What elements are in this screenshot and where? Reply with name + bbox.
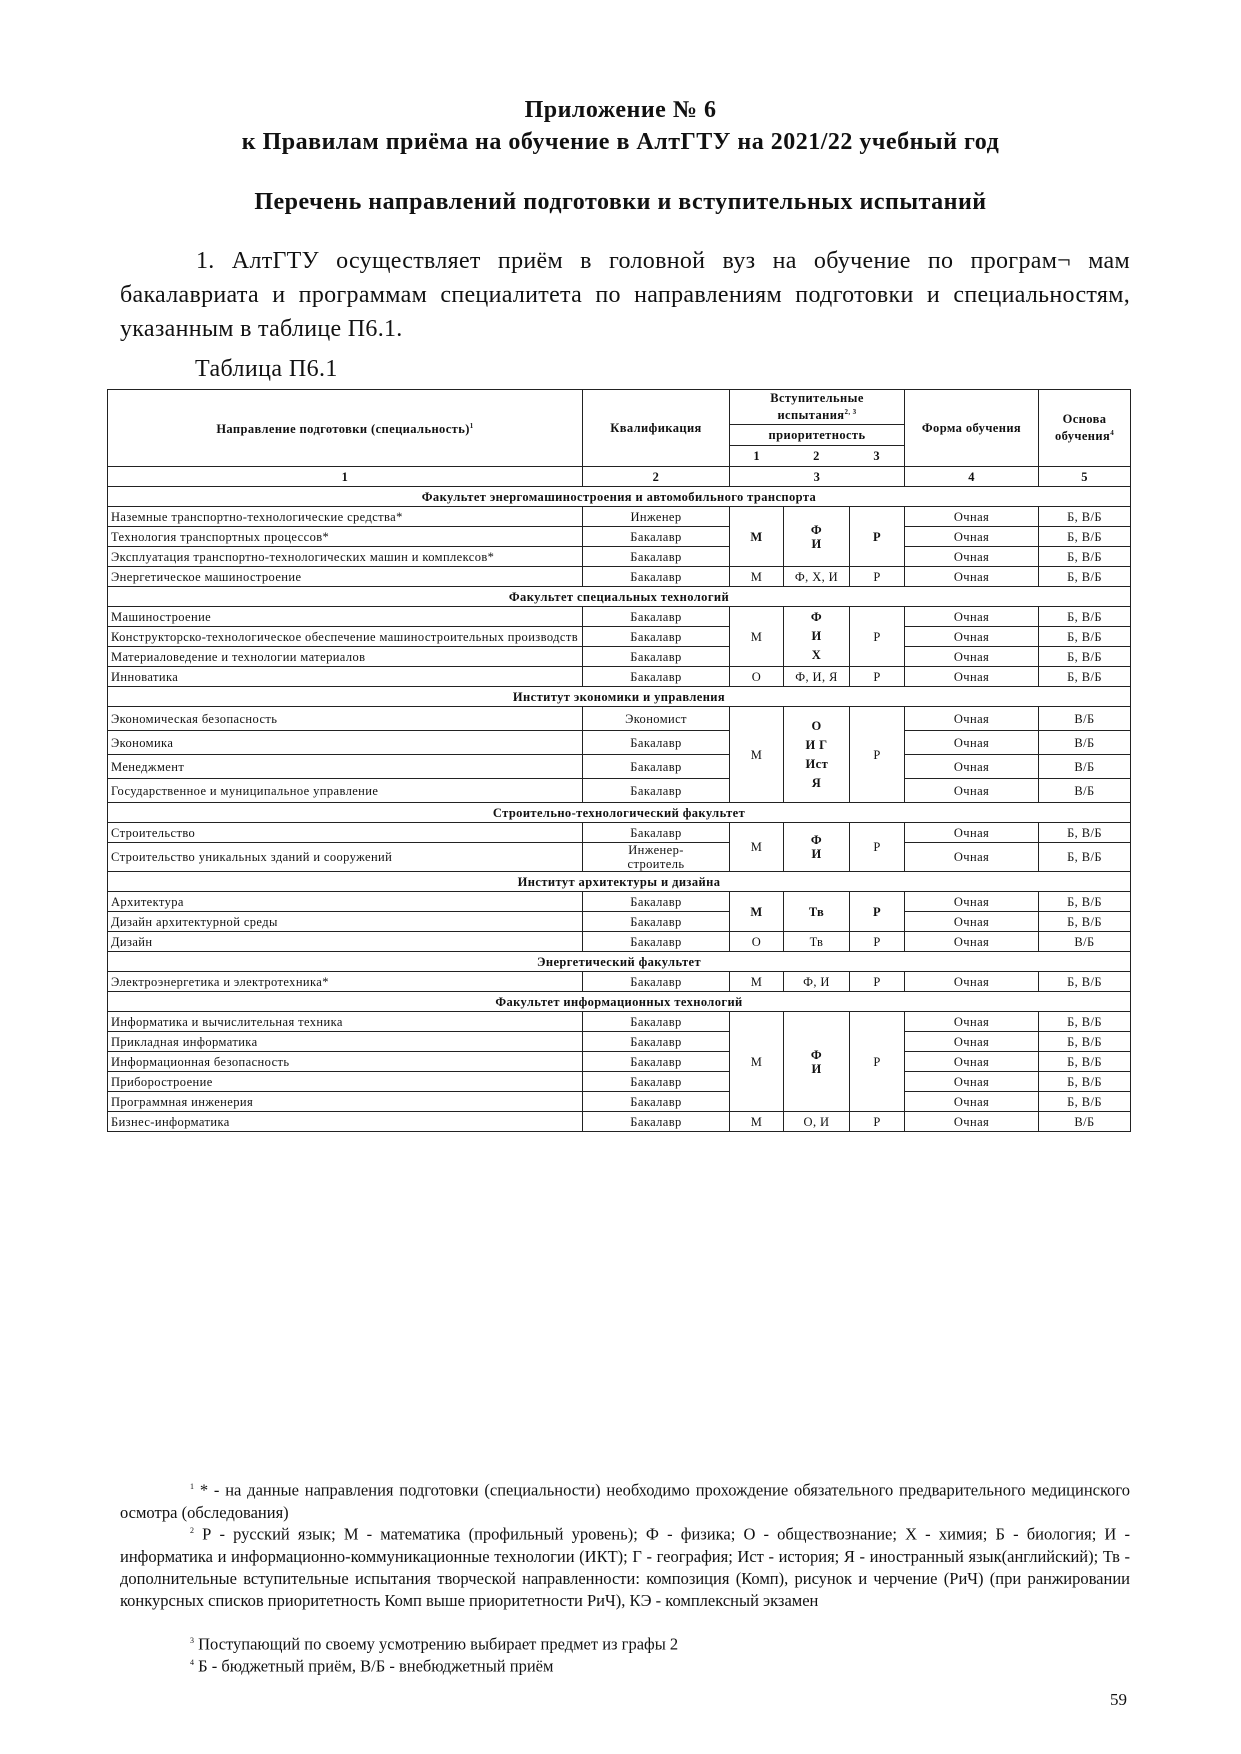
direction-name: Машиностроение (108, 607, 583, 627)
direction-name: Строительство уникальных зданий и сооружений (108, 843, 583, 872)
table-row (108, 567, 1131, 587)
study-basis: Б, В/Б (1039, 1052, 1131, 1072)
priority-1: О (730, 932, 784, 952)
direction-name: Государственное и муниципальное управление (108, 779, 583, 803)
header-p2: 2 (784, 446, 850, 467)
study-basis: Б, В/Б (1039, 547, 1131, 567)
direction-name: Приборостроение (108, 1072, 583, 1092)
table-row (108, 1072, 1131, 1092)
qualification: Бакалавр (583, 932, 730, 952)
study-basis: Б, В/Б (1039, 627, 1131, 647)
qualification: Бакалавр (583, 892, 730, 912)
study-basis: В/Б (1039, 1112, 1131, 1132)
direction-name: Информатика и вычислительная техника (108, 1012, 583, 1032)
priority-2: Ф И Х (784, 607, 850, 667)
study-basis: В/Б (1039, 731, 1131, 755)
study-form: Очная (905, 779, 1039, 803)
qualification: Бакалавр (583, 1112, 730, 1132)
table-row (108, 823, 1131, 843)
priority-1: М (730, 1012, 784, 1112)
priority-2: Ф И (784, 1012, 850, 1112)
direction-name: Бизнес-информатика (108, 1112, 583, 1132)
priority-1: М (730, 607, 784, 667)
study-form: Очная (905, 1112, 1039, 1132)
priority-2: О, И (784, 1112, 850, 1132)
qualification: Бакалавр (583, 1012, 730, 1032)
qualification: Бакалавр (583, 755, 730, 779)
qualification: Инженер-строитель (583, 843, 730, 872)
priority-1: М (730, 1112, 784, 1132)
qualification: Бакалавр (583, 912, 730, 932)
table-caption: Таблица П6.1 (195, 356, 338, 382)
faculty-heading: Факультет специальных технологий (108, 587, 1131, 607)
study-form: Очная (905, 1052, 1039, 1072)
col-num-2: 2 (583, 467, 730, 487)
study-form: Очная (905, 892, 1039, 912)
direction-name: Строительство (108, 823, 583, 843)
table-row (108, 912, 1131, 932)
table-row (108, 647, 1131, 667)
appendix-title: Приложение № 6 (524, 97, 717, 123)
footnote-4: $^4$ Б - бюджетный приём, В/Б - внебюджетный приём (190, 1656, 554, 1676)
priority-3: Р (850, 823, 905, 872)
qualification: Бакалавр (583, 527, 730, 547)
priority-3: Р (850, 932, 905, 952)
footnote-1: $^1$ * - на данные направления подготовки (специальности) необходимо прохождение обязательного предварительного медицинского осмотра (обследования) (120, 1480, 1131, 1522)
study-form: Очная (905, 755, 1039, 779)
study-form: Очная (905, 823, 1039, 843)
study-form: Очная (905, 547, 1039, 567)
priority-2: Ф, И (784, 972, 850, 992)
header-form: Форма обучения (905, 390, 1039, 467)
header-row (108, 390, 1131, 425)
col-num-4: 4 (905, 467, 1039, 487)
table-row (108, 707, 1131, 731)
faculty-heading: Факультет информационных технологий (108, 992, 1131, 1012)
directions-table (107, 389, 1131, 1132)
header-p1: 1 (730, 446, 784, 467)
page-number: 59 (1110, 1690, 1127, 1709)
study-form: Очная (905, 1032, 1039, 1052)
study-form: Очная (905, 607, 1039, 627)
qualification: Экономист (583, 707, 730, 731)
study-form: Очная (905, 627, 1039, 647)
footnote-3: $^3$ Поступающий по своему усмотрению выбирает предмет из графы 2 (190, 1634, 679, 1654)
study-form: Очная (905, 932, 1039, 952)
study-form: Очная (905, 912, 1039, 932)
direction-name: Инноватика (108, 667, 583, 687)
qualification: Бакалавр (583, 1052, 730, 1072)
study-basis: Б, В/Б (1039, 1072, 1131, 1092)
table-row (108, 1012, 1131, 1032)
study-basis: Б, В/Б (1039, 892, 1131, 912)
priority-2: О И Г Ист Я (784, 707, 850, 803)
study-form: Очная (905, 527, 1039, 547)
intro-paragraph: 1. АлтГТУ осуществляет приём в головной вуз на обучение по програм¬ мам бакалавриата и программам специалитета по направлениям подготовки и специальностям, указанным в таблице П6.1. (120, 248, 1130, 342)
table-row (108, 779, 1131, 803)
priority-3: Р (850, 892, 905, 932)
priority-2: Ф И (784, 823, 850, 872)
direction-name: Экономическая безопасность (108, 707, 583, 731)
study-form: Очная (905, 731, 1039, 755)
faculty-heading: Институт архитектуры и дизайна (108, 872, 1131, 892)
study-basis: Б, В/Б (1039, 567, 1131, 587)
study-basis: Б, В/Б (1039, 607, 1131, 627)
priority-3: Р (850, 1112, 905, 1132)
direction-name: Эксплуатация транспортно-технологических машин и комплексов* (108, 547, 583, 567)
qualification: Бакалавр (583, 667, 730, 687)
study-form: Очная (905, 972, 1039, 992)
priority-2: Тв (784, 932, 850, 952)
list-title: Перечень направлений подготовки и вступительных испытаний (254, 189, 987, 215)
study-form: Очная (905, 1092, 1039, 1112)
priority-1: М (730, 823, 784, 872)
qualification: Бакалавр (583, 823, 730, 843)
direction-name: Материаловедение и технологии материалов (108, 647, 583, 667)
study-basis: Б, В/Б (1039, 667, 1131, 687)
study-basis: Б, В/Б (1039, 1092, 1131, 1112)
study-basis: В/Б (1039, 707, 1131, 731)
study-basis: Б, В/Б (1039, 1012, 1131, 1032)
study-basis: В/Б (1039, 932, 1131, 952)
faculty-heading: Строительно-технологический факультет (108, 803, 1131, 823)
direction-name: Конструкторско-технологическое обеспечение машиностроительных производств (108, 627, 583, 647)
direction-name: Энергетическое машиностроение (108, 567, 583, 587)
priority-1: О (730, 667, 784, 687)
study-basis: В/Б (1039, 779, 1131, 803)
priority-1: М (730, 707, 784, 803)
table-row (108, 1032, 1131, 1052)
header-p3: 3 (850, 446, 905, 467)
faculty-heading: Факультет энергомашиностроения и автомобильного транспорта (108, 487, 1131, 507)
study-basis: Б, В/Б (1039, 527, 1131, 547)
priority-2: Ф, Х, И (784, 567, 850, 587)
table-row (108, 547, 1131, 567)
study-form: Очная (905, 507, 1039, 527)
col-num-1: 1 (108, 467, 583, 487)
table-row (108, 843, 1131, 872)
qualification: Бакалавр (583, 1092, 730, 1112)
header-basis: Основа обучения$^4$ (1039, 390, 1131, 467)
column-numbers-row (108, 467, 1131, 487)
qualification: Инженер (583, 507, 730, 527)
priority-2: Тв (784, 892, 850, 932)
priority-3: Р (850, 567, 905, 587)
priority-3: Р (850, 667, 905, 687)
qualification: Бакалавр (583, 779, 730, 803)
direction-name: Технология транспортных процессов* (108, 527, 583, 547)
study-basis: Б, В/Б (1039, 1032, 1131, 1052)
qualification: Бакалавр (583, 731, 730, 755)
direction-name: Наземные транспортно-технологические средства* (108, 507, 583, 527)
table-row (108, 731, 1131, 755)
study-form: Очная (905, 707, 1039, 731)
study-basis: Б, В/Б (1039, 647, 1131, 667)
direction-name: Программная инженерия (108, 1092, 583, 1112)
priority-1: М (730, 507, 784, 567)
study-basis: Б, В/Б (1039, 972, 1131, 992)
qualification: Бакалавр (583, 972, 730, 992)
priority-3: Р (850, 507, 905, 567)
study-form: Очная (905, 843, 1039, 872)
qualification: Бакалавр (583, 627, 730, 647)
header-exams: Вступительные испытания$^{2, 3}$ (730, 390, 905, 425)
table-row (108, 755, 1131, 779)
footnote-2: $^2$ Р - русский язык; М - математика (профильный уровень); Ф - физика; О - обществознание; Х - химия; Б - биология; И - информатика и информационно-коммуникационные технологии (ИКТ); Г - география; Ист - история; Я - иностранный язык(английский); Тв - дополнительные вступительные испытания творческой направленности: композиция (Комп), рисунок и черчение (РиЧ) (при ранжировании конкурсных списков приоритетность Комп выше приоритетности РиЧ), КЭ - комплексный экзамен (120, 1524, 1130, 1610)
study-basis: Б, В/Б (1039, 843, 1131, 872)
priority-3: Р (850, 707, 905, 803)
priority-2: Ф И (784, 507, 850, 567)
priority-1: М (730, 892, 784, 932)
priority-3: Р (850, 1012, 905, 1112)
direction-name: Дизайн архитектурной среды (108, 912, 583, 932)
header-direction: Направление подготовки (специальность)$^1$ (108, 390, 583, 467)
study-form: Очная (905, 567, 1039, 587)
direction-name: Дизайн (108, 932, 583, 952)
header-qualification: Квалификация (583, 390, 730, 467)
table-row (108, 1112, 1131, 1132)
priority-3: Р (850, 972, 905, 992)
table-row (108, 1092, 1131, 1112)
table-row (108, 667, 1131, 687)
table-row (108, 972, 1131, 992)
table-row (108, 627, 1131, 647)
study-basis: Б, В/Б (1039, 823, 1131, 843)
study-basis: Б, В/Б (1039, 912, 1131, 932)
study-basis: В/Б (1039, 755, 1131, 779)
faculty-heading: Институт экономики и управления (108, 687, 1131, 707)
priority-1: М (730, 972, 784, 992)
priority-1: М (730, 567, 784, 587)
table-row (108, 892, 1131, 912)
direction-name: Электроэнергетика и электротехника* (108, 972, 583, 992)
qualification: Бакалавр (583, 607, 730, 627)
qualification: Бакалавр (583, 647, 730, 667)
priority-2: Ф, И, Я (784, 667, 850, 687)
study-form: Очная (905, 647, 1039, 667)
qualification: Бакалавр (583, 1032, 730, 1052)
direction-name: Экономика (108, 731, 583, 755)
table-row (108, 932, 1131, 952)
header-priority: приоритетность (730, 425, 905, 446)
direction-name: Прикладная информатика (108, 1032, 583, 1052)
study-basis: Б, В/Б (1039, 507, 1131, 527)
priority-3: Р (850, 607, 905, 667)
table-row (108, 1052, 1131, 1072)
study-form: Очная (905, 1012, 1039, 1032)
direction-name: Информационная безопасность (108, 1052, 583, 1072)
study-form: Очная (905, 667, 1039, 687)
table-row (108, 607, 1131, 627)
table-row (108, 527, 1131, 547)
qualification: Бакалавр (583, 567, 730, 587)
col-num-5: 5 (1039, 467, 1131, 487)
study-form: Очная (905, 1072, 1039, 1092)
rules-subtitle: к Правилам приёма на обучение в АлтГТУ на 2021/22 учебный год (241, 129, 1000, 155)
direction-name: Архитектура (108, 892, 583, 912)
faculty-heading: Энергетический факультет (108, 952, 1131, 972)
col-num-3: 3 (730, 467, 905, 487)
qualification: Бакалавр (583, 1072, 730, 1092)
table-row (108, 507, 1131, 527)
qualification: Бакалавр (583, 547, 730, 567)
direction-name: Менеджмент (108, 755, 583, 779)
